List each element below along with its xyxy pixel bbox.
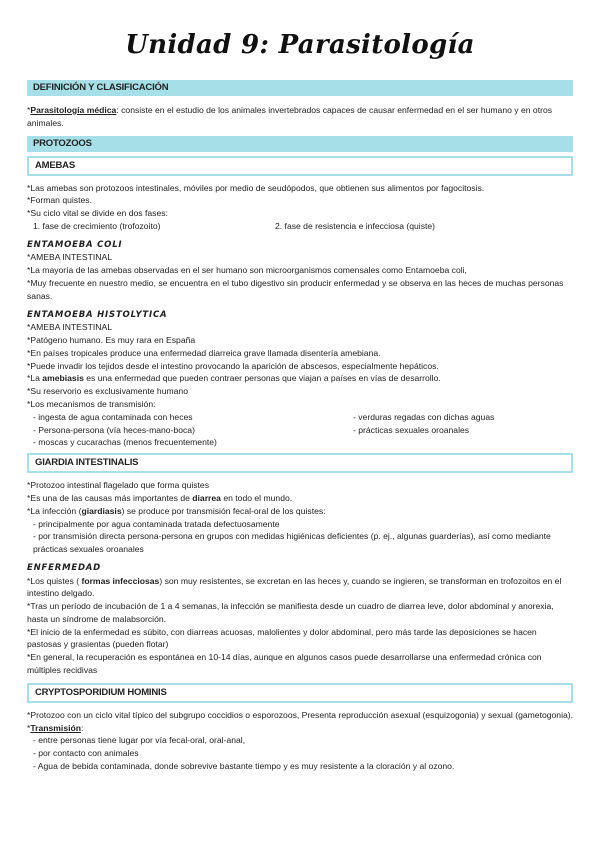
transmission-list <box>27 424 573 437</box>
text: es una enfermedad que pueden contraer personas que viajan a países en vías de desarrollo. <box>83 373 441 384</box>
enfermedad-line-3: *El inicio de la enfermedad es súbito, con diarreas acuosas, malolientes y dolor abdominal, pero más tarde las deposiciones se hacen pastosas y grasientas (pueden flotar) <box>27 626 537 650</box>
subheading-entamoeba-coli: ENTAMOEBA COLI <box>27 239 123 250</box>
crypto-transmission-2: - por contacto con animales <box>33 748 139 759</box>
text: *Es una de las causas más importantes de <box>27 492 193 503</box>
histolytica-line-5 <box>27 372 573 385</box>
term-transmision: Transmisión <box>30 722 81 733</box>
crypto-line-1: *Protozoo con un ciclo vital típico del subgrupo coccidios o esporozoos, Presenta reproducción asexual (esquizogonia) y sexual (gametogonia). <box>27 709 574 720</box>
text: en todo el mundo. <box>220 492 293 503</box>
mechanism-4: - prácticas sexuales oroanales <box>353 424 470 435</box>
coli-line-3: *Muy frecuente en nuestro medio, se encuentra en el tubo digestivo sin producir enfermedad y se observa en las heces de muchas personas sanas. <box>27 277 564 301</box>
mechanism-1: - ingesta de agua contaminada con heces <box>33 411 193 422</box>
definicion-text: : consiste en el estudio de los animales invertebrados capaces de causar enfermedad en el ser humano y en otros animales. <box>27 105 553 128</box>
enfermedad-line-4: *En general, la recuperación es espontánea en 10-14 días, aunque en algunos casos puede desarrollarse una enfermedad crónica con múltiples recidivas <box>27 652 542 676</box>
giardia-line-2 <box>27 492 573 505</box>
mechanism-3: - Persona-persona (vía heces-mano-boca) <box>33 424 195 435</box>
phase-1: 1. fase de crecimiento (trofozoito) <box>33 220 161 231</box>
phase-2: 2. fase de resistencia e infecciosa (quiste) <box>275 220 436 231</box>
section-heading-amebas: AMEBAS <box>27 156 573 176</box>
histolytica-line-6: *Su reservorio es exclusivamente humano <box>27 386 188 397</box>
histolytica-line-4: *Puede invadir los tejidos desde el intestino provocando la aparición de abscesos, especialmente hepáticos. <box>27 360 439 371</box>
amebas-line-1: *Las amebas son protozoos intestinales, móviles por medio de seudópodos, que obtienen sus alimentos por fagocitosis. <box>27 182 485 193</box>
definicion-paragraph <box>27 104 573 130</box>
subheading-enfermedad: ENFERMEDAD <box>27 562 102 573</box>
crypto-transmission-1: - entre personas tiene lugar por vía fecal-oral, oral-anal, <box>33 735 246 746</box>
giardia-line-5: - por transmisión directa persona-persona en grupos con medidas higiénicas deficientes (p. ej., algunas guarderías), así como mediante prácticas sexuales oroanales <box>33 531 551 555</box>
bullet: * <box>27 722 31 733</box>
text: ) son muy resistentes, se excretan en las heces y, cuando se ingieren, se transforman en trofozoitos en el intestino delgado. <box>27 575 562 599</box>
coli-line-1: *AMEBA INTESTINAL <box>27 252 113 263</box>
coli-line-2: *La mayoría de las amebas observadas en el ser humano son microorganismos comensales como Entamoeba coli, <box>27 265 467 276</box>
page-title: Unidad 9: Parasitología <box>125 30 475 60</box>
mechanism-5: - moscas y cucarachas (menos frecuentemente) <box>33 437 217 448</box>
section-heading-definicion: DEFINICIÓN Y CLASIFICACIÓN <box>27 80 573 96</box>
mechanism-2: - verduras regadas con dichas aguas <box>353 411 495 422</box>
bullet: * <box>27 105 31 115</box>
enfermedad-line-2: *Tras un período de incubación de 1 a 4 semanas, la infección se manifiesta desde un cuadro de diarrea leve, dolor abdominal y anorexia, hasta un síndrome de malabsorción. <box>27 601 554 624</box>
giardia-line-1: *Protozoo intestinal flagelado que forma quistes <box>27 480 210 491</box>
section-heading-cryptosporidium: CRYPTOSPORIDIUM HOMINIS <box>27 683 573 703</box>
section-heading-giardia: GIARDIA INTESTINALIS <box>27 453 573 473</box>
histolytica-line-2: *Patógeno humano. Es muy rara en España <box>27 334 196 345</box>
text: : <box>80 722 84 733</box>
crypto-transmission-3: - Agua de bebida contaminada, donde sobrevive bastante tiempo y es muy resistente a la cloración y al ozono. <box>33 761 455 772</box>
term-amebiasis: amebiasis <box>42 373 84 384</box>
section-heading-protozoos: PROTOZOOS <box>27 136 573 152</box>
text: ) se produce por transmisión fecal-oral de los quistes: <box>121 505 326 516</box>
enfermedad-line-1 <box>27 575 573 601</box>
histolytica-line-1: *AMEBA INTESTINAL <box>27 322 113 333</box>
histolytica-line-3: *En países tropicales produce una enfermedad diarreica grave llamada disentería amebiana. <box>27 347 381 358</box>
transmission-list <box>27 411 573 424</box>
text: *La infección ( <box>27 505 82 516</box>
term-diarrea: diarrea <box>192 492 221 503</box>
text: *Los quistes ( <box>27 575 82 586</box>
giardia-line-3 <box>27 505 573 518</box>
amebas-line-2: *Forman quistes. <box>27 195 92 206</box>
term-formas-infecciosas: formas infecciosas <box>81 575 160 586</box>
histolytica-line-7: *Los mecanismos de transmisión: <box>27 398 156 409</box>
text: *La <box>27 373 43 384</box>
term-parasitologia: Parasitología médica <box>30 105 117 115</box>
crypto-line-2 <box>27 722 573 735</box>
giardia-line-4: - principalmente por agua contaminada tratada defectuosamente <box>33 518 280 529</box>
amebas-phases <box>27 220 573 233</box>
term-giardiasis: giardiasis <box>81 505 122 516</box>
document-body <box>27 80 573 773</box>
subheading-entamoeba-histolytica: ENTAMOEBA HISTOLYTICA <box>27 309 168 320</box>
amebas-line-3: *Su ciclo vital se divide en dos fases: <box>27 208 168 219</box>
